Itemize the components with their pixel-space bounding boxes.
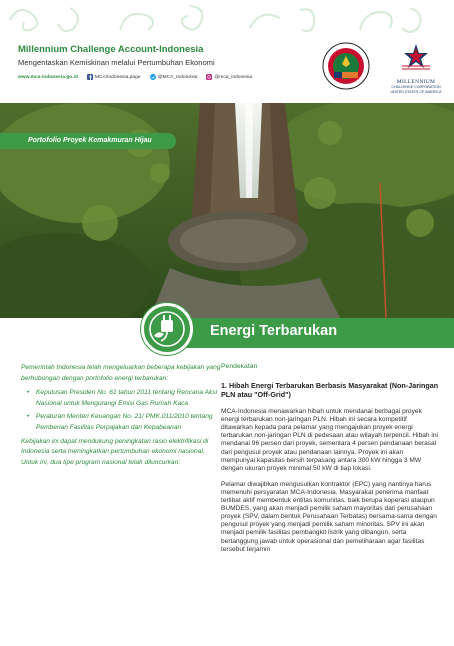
twitter-label: @MCA_Indonesia xyxy=(157,74,198,80)
org-tagline: Mengentaskan Kemiskinan melalui Pertumbuhan Ekonomi xyxy=(18,58,215,67)
section-icon-badge xyxy=(141,303,193,355)
body-paragraph: Pelamar diwajibkan mengusulkan kontraktor (EPC) yang nantinya harus memenuhi persyaratan MCA-Indonesia. Masyarakat penerima manfaat terlibat aktif membentuk entitas komunitas, baik berupa koperasi ataupun BUMDES, yang akan menjadi pemilik saham mayoritas dari perusahaan proyek (SPV, dalam bentuk Perusahaan Terbatas) bersama-sama dengan pengusul proyek yang menjadi pemilik saham minoritas. SPV ini akan menjadi pemilik fasilitas pembangkit listrik yang dibangun, serta bertanggung jawab untuk operasional dan pemeliharaan agar fasilitas tersebut terjamin xyxy=(221,480,437,553)
org-name: Millennium Challenge Account-Indonesia xyxy=(18,44,204,55)
list-item: • Peraturan Menteri Keuangan No. 21/ PMK.011/2010 tentang Pemberian Fasilitas Perpajakan dan Kepabeanan xyxy=(27,412,221,433)
page-header xyxy=(0,0,454,103)
facebook-link[interactable] xyxy=(87,74,141,80)
policy-outro: Kebijakan ini dapat mendukung peningkatan rasio elektrifikasi di Indonesia serta meningkatkan pertumbuhan ekonomi nasional. Untuk ini, dua tipe program nasional telah diluncurkan: xyxy=(21,437,209,466)
government-seal-logo xyxy=(322,42,370,90)
instagram-link[interactable] xyxy=(206,74,252,80)
policy-list xyxy=(27,388,221,433)
mcc-name-line1: MILLENNIUM xyxy=(396,79,436,85)
facebook-label: MCA/Indonesia.page xyxy=(94,74,141,80)
right-column xyxy=(221,363,439,562)
mcc-logo xyxy=(384,42,448,102)
left-column xyxy=(21,363,221,472)
plug-leaf-icon xyxy=(144,306,190,352)
list-item: • Keputusan Presiden No. 61 tahun 2011 tentang Rencana Aksi Nasional untuk Mengurangi Emisi Gas Rumah Kaca xyxy=(27,388,221,409)
mcc-country: UNITED STATES OF AMERICA xyxy=(390,89,442,94)
policy-intro: Pemerintah Indonesia telah mengeluarkan beberapa kebijakan yang berhubungan dengan portofolio energi terbarukan: xyxy=(21,364,221,382)
instagram-icon xyxy=(206,74,212,80)
approach-label: Pendekatan xyxy=(221,363,258,370)
mcc-name-line2: CHALLENGE CORPORATION xyxy=(391,85,441,89)
twitter-link[interactable] xyxy=(150,74,198,80)
website-link[interactable]: www.mca-indonesia.go.id xyxy=(18,74,78,80)
decorative-swirl-pattern xyxy=(0,0,454,40)
facebook-icon xyxy=(87,74,93,80)
instagram-label: @mca_indonesia xyxy=(214,74,253,80)
portfolio-label: Portofolio Proyek Kemakmuran Hijau xyxy=(0,133,176,149)
program-heading: 1. Hibah Energi Terbarukan Berbasis Masyarakat (Non-Jaringan PLN atau "Off-Grid") xyxy=(221,381,439,400)
twitter-icon xyxy=(150,74,156,80)
section-title: Energi Terbarukan xyxy=(210,323,338,339)
body-paragraph: MCA-Indonesia menawarkan hibah untuk mendanai berbagai proyek energi terbarukan non-jaringan PLN. Hibah ini secara kompetitif ditawarkan kepada para pelamar yang mengajukan proyek energi terbarukan non-jaringan PLN di pedesaan atau wilayah terpencil. Hibah ini mendanai 96 persen dari proyek, sementara 4 persen pendanaan berasal dari pengusul proyek atau pendanaan lainnya. Proyek ini akan mempunyai kapasitas bersih terpasang antara 300 kW hingga 3 MW dengan ukuran proyek minimal 50 kW di tiap lokasi. xyxy=(221,408,438,472)
contact-bar xyxy=(18,74,252,80)
mcc-star-icon xyxy=(398,42,434,72)
